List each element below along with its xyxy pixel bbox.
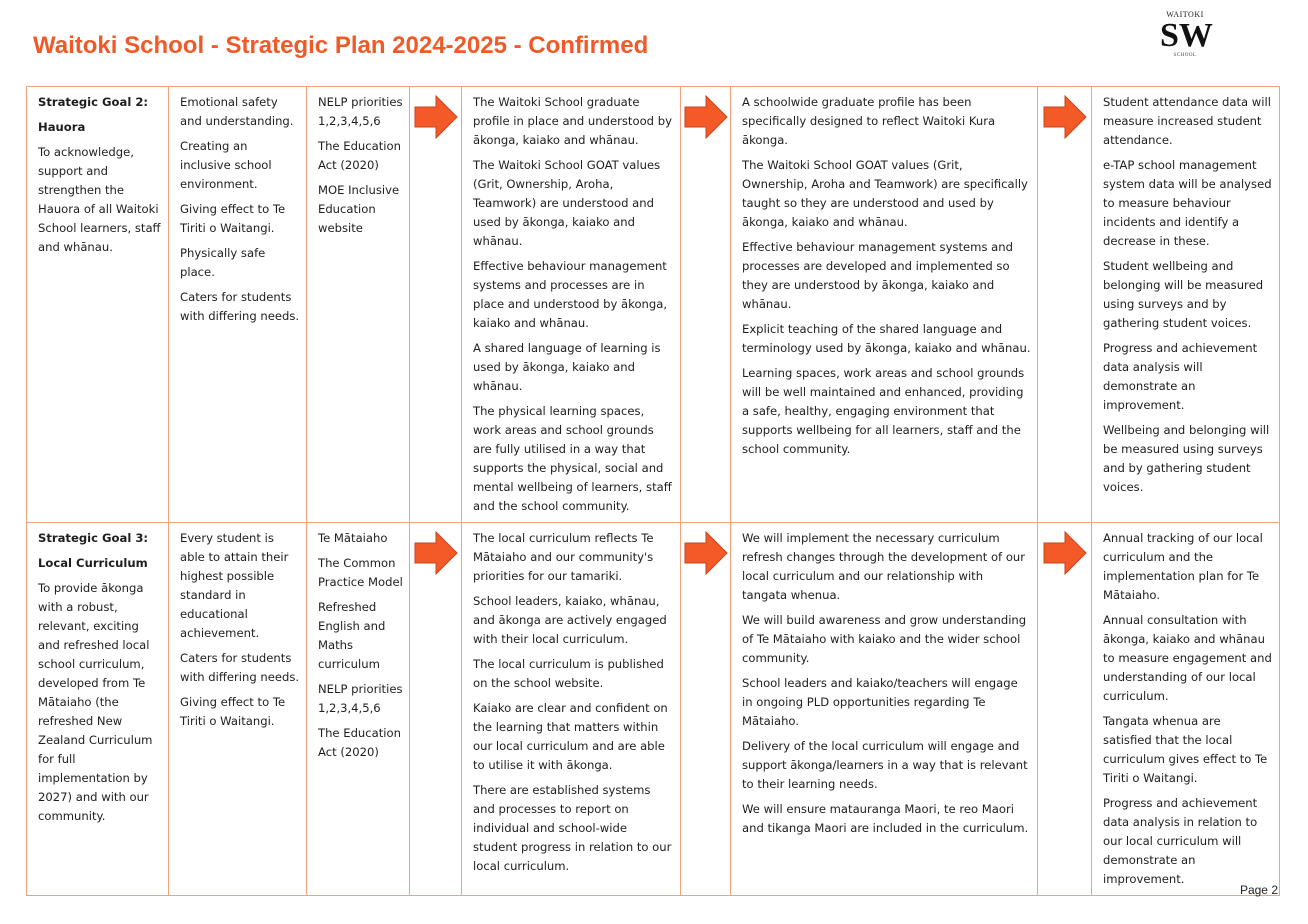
- logo-bottom-text: SCHOOL: [1173, 53, 1197, 58]
- reference-item: The Education Act (2020): [318, 139, 401, 172]
- focus-item: Emotional safety and understanding.: [180, 95, 294, 128]
- focus-item: Caters for students with differing needs.: [180, 290, 300, 323]
- outcome-item: The physical learning spaces, work areas and school grounds are fully utilised in a way that supports the physical, social and mental wellbeing of learners, staff and the school community.: [473, 404, 672, 513]
- arrow-right-icon: [684, 95, 728, 139]
- action-item: Learning spaces, work areas and school grounds will be well maintained and enhanced, providing a safe, healthy, engaging environment that supports wellbeing for all learners, staff and the school community.: [742, 366, 1025, 456]
- goal-subtitle: Local Curriculum: [38, 556, 148, 570]
- action-item: A schoolwide graduate profile has been specifically designed to reflect Waitoki Kura ākonga.: [742, 95, 996, 147]
- measure-item: e-TAP school management system data will be analysed to measure behaviour incidents and identify a decrease in these.: [1103, 158, 1272, 248]
- goal-title: Strategic Goal 2:: [38, 95, 149, 109]
- focus-item: Every student is able to attain their highest possible standard in educational achievement.: [180, 531, 289, 640]
- outcome-item: Kaiako are clear and confident on the learning that matters within our local curriculum and are able to utilise it with ākonga.: [473, 701, 668, 772]
- arrow-cell: [1038, 523, 1092, 896]
- outcome-item: Effective behaviour management systems and processes are in place and understood by ākonga, kaiako and whānau.: [473, 259, 668, 330]
- arrow-right-icon: [684, 531, 728, 575]
- action-item: The Waitoki School GOAT values (Grit, Ownership, Aroha and Teamwork) are specifically taught so they are understood and used by ākonga, kaiako and whānau.: [742, 158, 1028, 229]
- focus-item: Giving effect to Te Tiriti o Waitangi.: [180, 695, 286, 728]
- arrow-right-icon: [414, 95, 458, 139]
- arrow-cell: [681, 87, 731, 523]
- goal-cell: [27, 523, 169, 896]
- measures-cell: [1092, 523, 1280, 896]
- goal-row: [27, 523, 1280, 896]
- actions-cell: [731, 523, 1038, 896]
- focus-cell: [169, 523, 307, 896]
- arrow-cell: [1038, 87, 1092, 523]
- reference-item: MOE Inclusive Education website: [318, 183, 400, 235]
- reference-item: The Education Act (2020): [318, 726, 401, 759]
- goal-description: To provide ākonga with a robust, relevant, exciting and refreshed local school curriculum, developed from Te Mātaiaho (the refreshed New Zealand Curriculum for full implementation by 2027) and with our community.: [38, 581, 153, 823]
- action-item: School leaders and kaiako/teachers will engage in ongoing PLD opportunities regarding Te Mātaiaho.: [742, 676, 1018, 728]
- goal-cell: [27, 87, 169, 523]
- focus-item: Creating an inclusive school environment.: [180, 139, 272, 191]
- measure-item: Progress and achievement data analysis in relation to our local curriculum will demonstrate an improvement.: [1103, 796, 1258, 886]
- outcome-item: The local curriculum is published on the school website.: [473, 657, 664, 690]
- page-number: Page 2: [1239, 883, 1278, 897]
- outcomes-cell: [462, 87, 681, 523]
- arrow-cell: [410, 87, 462, 523]
- arrow-right-icon: [1043, 95, 1087, 139]
- focus-cell: [169, 87, 307, 523]
- references-cell: [307, 87, 410, 523]
- action-item: We will ensure matauranga Maori, te reo Maori and tikanga Maori are included in the curriculum.: [742, 802, 1029, 835]
- arrow-right-icon: [414, 531, 458, 575]
- measures-cell: [1092, 87, 1280, 523]
- reference-item: The Common Practice Model: [318, 556, 403, 589]
- goal-row: [27, 87, 1280, 523]
- action-item: We will build awareness and grow understanding of Te Mātaiaho with kaiako and the wider school community.: [742, 613, 1027, 665]
- outcome-item: The Waitoki School graduate profile in place and understood by ākonga, kaiako and whānau.: [473, 95, 672, 147]
- goal-subtitle: Hauora: [38, 120, 86, 134]
- logo-top-text: WAITOKI: [1166, 10, 1204, 19]
- reference-item: Te Mātaiaho: [318, 531, 388, 545]
- action-item: Explicit teaching of the shared language and terminology used by ākonga, kaiako and whānau.: [742, 322, 1031, 355]
- outcome-item: A shared language of learning is used by ākonga, kaiako and whānau.: [473, 341, 661, 393]
- focus-item: Physically safe place.: [180, 246, 266, 279]
- measure-item: Tangata whenua are satisfied that the local curriculum gives effect to Te Tiriti o Waitangi.: [1103, 714, 1268, 785]
- school-logo: [1160, 10, 1213, 66]
- measure-item: Student wellbeing and belonging will be measured using surveys and by gathering student voices.: [1103, 259, 1264, 330]
- references-cell: [307, 523, 410, 896]
- arrow-right-icon: [1043, 531, 1087, 575]
- measure-item: Progress and achievement data analysis will demonstrate an improvement.: [1103, 341, 1258, 412]
- page-title: Waitoki School - Strategic Plan 2024-2025 - Confirmed: [33, 32, 649, 59]
- focus-item: Caters for students with differing needs.: [180, 651, 300, 684]
- action-item: We will implement the necessary curriculum refresh changes through the development of our local curriculum and our relationship with tangata whenua.: [742, 531, 1026, 602]
- reference-item: Refreshed English and Maths curriculum: [318, 600, 386, 671]
- action-item: Delivery of the local curriculum will engage and support ākonga/learners in a way that is relevant to their learning needs.: [742, 739, 1028, 791]
- outcome-item: The Waitoki School GOAT values (Grit, Ownership, Aroha, Teamwork) are understood and used by ākonga, kaiako and whānau.: [473, 158, 661, 248]
- logo-mark: SW: [1160, 17, 1213, 54]
- outcome-item: The local curriculum reflects Te Mātaiaho and our community's priorities for our tamariki.: [473, 531, 654, 583]
- goal-description: To acknowledge, support and strengthen the Hauora of all Waitoki School learners, staff and whānau.: [38, 145, 161, 254]
- action-item: Effective behaviour management systems and processes are developed and implemented so they are understood by ākonga, kaiako and whānau.: [742, 240, 1013, 311]
- goal-title: Strategic Goal 3:: [38, 531, 149, 545]
- measure-item: Wellbeing and belonging will be measured using surveys and by gathering student voices.: [1103, 423, 1270, 494]
- outcome-item: School leaders, kaiako, whānau, and ākonga are actively engaged with their local curriculum.: [473, 594, 667, 646]
- measure-item: Annual tracking of our local curriculum and the implementation plan for Te Mātaiaho.: [1103, 531, 1263, 602]
- reference-item: NELP priorities 1,2,3,4,5,6: [318, 682, 403, 715]
- outcome-item: There are established systems and processes to report on individual and school-wide student progress in relation to our local curriculum.: [473, 783, 672, 873]
- measure-item: Student attendance data will measure increased student attendance.: [1103, 95, 1271, 147]
- strategic-plan-table: [26, 86, 1280, 896]
- outcomes-cell: [462, 523, 681, 896]
- arrow-cell: [681, 523, 731, 896]
- focus-item: Giving effect to Te Tiriti o Waitangi.: [180, 202, 286, 235]
- actions-cell: [731, 87, 1038, 523]
- measure-item: Annual consultation with ākonga, kaiako and whānau to measure engagement and understanding of our local curriculum.: [1103, 613, 1272, 703]
- reference-item: NELP priorities 1,2,3,4,5,6: [318, 95, 403, 128]
- arrow-cell: [410, 523, 462, 896]
